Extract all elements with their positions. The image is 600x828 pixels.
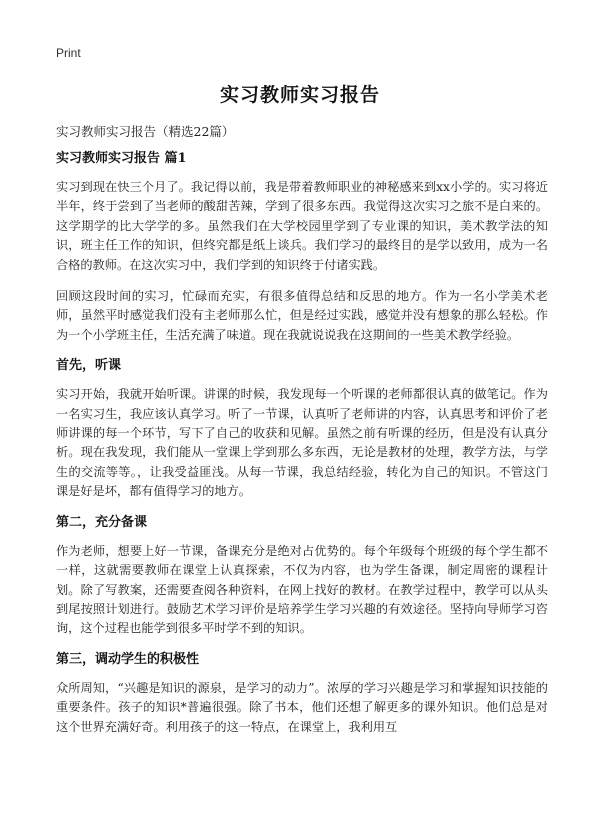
page-title: 实习教师实习报告 [219, 84, 380, 106]
document-subtitle: 实习教师实习报告（精选22篇） [56, 124, 235, 139]
paragraph: 实习开始，我就开始听课。讲课的时候，我发现每一个听课的老师都很认真的做笔记。作为一名实习生，我应该认真学习。听了一节课，认真听了老师讲的内容，认真思考和评价了老师讲课的每一个环节，写下了自己的收获和见解。虽然之前有听课的经历，但是没有认真分析。现在我发现，我们能从一堂课上学到那么多东西，无论是教材的处理，教学方法，与学生的交流等等。，让我受益匪浅。从每一节课，我总结经验，转化为自己的知识。不管这门课是好是坏，都有值得学习的地方。 [56, 387, 548, 499]
section-2 [56, 357, 548, 501]
section-heading: 实习教师实习报告 篇1 [56, 151, 187, 166]
section-heading: 首先，听课 [56, 358, 122, 374]
section-1 [56, 150, 548, 345]
section-4 [56, 651, 548, 737]
paragraph: 作为老师，想要上好一节课，备课充分是绝对占优势的。每个年级每个班级的每个学生都不一样，这就需要教师在课堂上认真探索，不仅为内容，也为学生备课，制定周密的课程计划。除了写教案，还需要查阅各种资料，在网上找好的教材。在教学过程中，教学可以从头到尾按照计划进行。鼓励艺术学习评价是培养学生学习兴趣的有效途径。坚持向导师学习咨询，这个过程也能学到很多平时学不到的知识。 [56, 543, 548, 636]
document-body [56, 150, 548, 749]
paragraph: 回顾这段时间的实习，忙碌而充实，有很多值得总结和反思的地方。作为一名小学美术老师，虽然平时感觉我们没有主老师那么忙，但是经过实践，感觉并没有想象的那么轻松。作为一个小学班主任，生活充满了味道。现在我就说说我在这期间的一些美术教学经验。 [56, 289, 548, 342]
paragraph: 实习到现在快三个月了。我记得以前，我是带着教师职业的神秘感来到xx小学的。实习将近半年，终于尝到了当老师的酸甜苦辣，学到了很多东西。我觉得这次实习之旅不是白来的。这学期学的比大学学的多。虽然我们在大学校园里学到了专业课的知识，美术教学法的知识，班主任工作的知识，但终究都是纸上谈兵。我们学习的最终目的是学以致用，成为一名合格的教师。在这次实习中，我们学到的知识终于付诸实践。 [56, 180, 548, 272]
section-3 [56, 514, 548, 639]
section-heading: 第二，充分备课 [56, 514, 148, 530]
section-heading: 第三，调动学生的积极性 [56, 651, 200, 667]
print-link[interactable]: Print [56, 46, 81, 60]
paragraph: 众所周知，“兴趣是知识的源泉，是学习的动力”。浓厚的学习兴趣是学习和掌握知识技能的重要条件。孩子的知识*普遍很强。除了书本，他们还想了解更多的课外知识。他们总是对这个世界充满好奇。利用孩子的这一特点，在课堂上，我利用互 [56, 680, 548, 734]
